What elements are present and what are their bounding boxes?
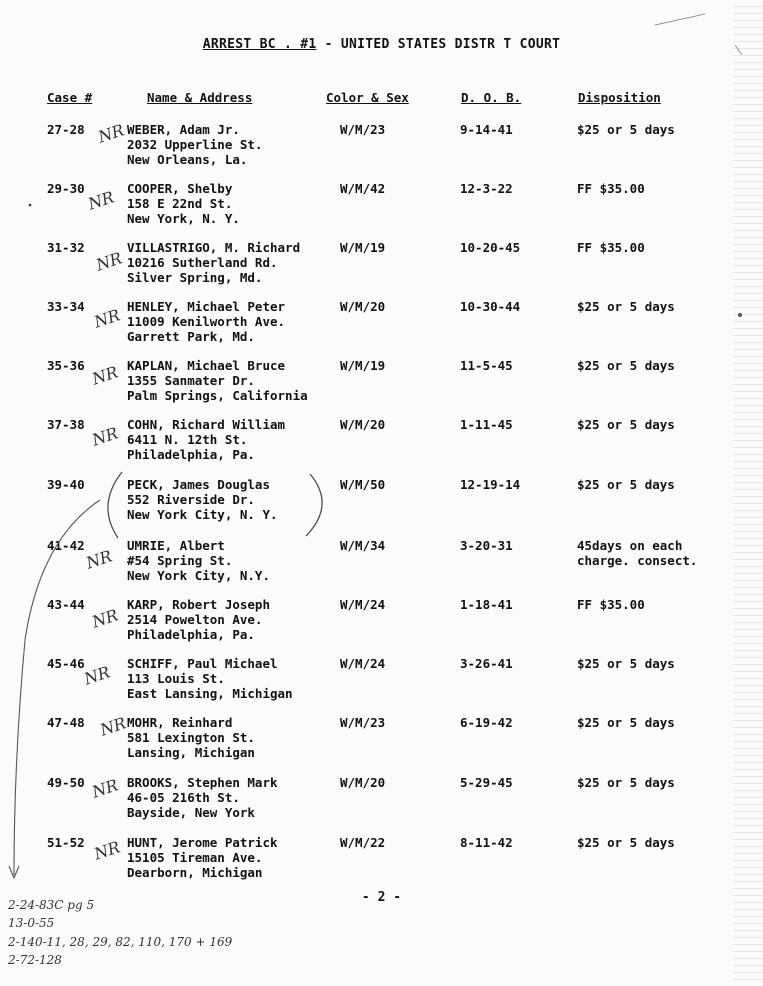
color-sex: W/M/23 bbox=[340, 122, 386, 137]
case-number: 47-48 bbox=[47, 715, 85, 730]
nr-annotation: NR bbox=[93, 248, 125, 275]
handwritten-note: 13-0-55 bbox=[8, 916, 55, 930]
person-name: VILLASTRIGO, M. Richard bbox=[127, 240, 301, 255]
person-name: WEBER, Adam Jr. bbox=[127, 122, 240, 137]
header-name: Name & Address bbox=[147, 90, 253, 105]
disposition-line-1: $25 or 5 days bbox=[577, 835, 675, 850]
disposition-line-1: $25 or 5 days bbox=[577, 715, 675, 730]
address-line-1: 552 Riverside Dr. bbox=[127, 492, 255, 507]
address-line-1: #54 Spring St. bbox=[127, 553, 233, 568]
date-of-birth: 3-20-31 bbox=[460, 538, 513, 553]
margin-arrow-line bbox=[14, 500, 100, 875]
title-right: - UNITED STATES DISTR T COURT bbox=[316, 37, 561, 52]
nr-annotation: NR bbox=[89, 775, 121, 802]
case-number: 37-38 bbox=[47, 417, 85, 432]
date-of-birth: 10-20-45 bbox=[460, 240, 521, 255]
nr-annotation: NR bbox=[81, 662, 113, 689]
person-name: UMRIE, Albert bbox=[127, 538, 225, 553]
disposition-line-1: FF $35.00 bbox=[577, 240, 645, 255]
nr-annotation: NR bbox=[85, 187, 117, 214]
case-number: 35-36 bbox=[47, 358, 85, 373]
address-line-1: 6411 N. 12th St. bbox=[127, 432, 248, 447]
color-sex: W/M/34 bbox=[340, 538, 386, 553]
address-line-1: 1355 Sanmater Dr. bbox=[127, 373, 255, 388]
address-line-1: 2514 Powelton Ave. bbox=[127, 612, 263, 627]
address-line-1: 2032 Upperline St. bbox=[127, 137, 263, 152]
color-sex: W/M/24 bbox=[340, 656, 386, 671]
case-number: 31-32 bbox=[47, 240, 85, 255]
case-number: 29-30 bbox=[47, 181, 85, 196]
person-name: KARP, Robert Joseph bbox=[127, 597, 270, 612]
address-line-1: 46-05 216th St. bbox=[127, 790, 240, 805]
case-number: 33-34 bbox=[47, 299, 85, 314]
nr-annotation: NR bbox=[95, 120, 127, 147]
address-line-1: 11009 Kenilworth Ave. bbox=[127, 314, 286, 329]
date-of-birth: 5-29-45 bbox=[460, 775, 513, 790]
date-of-birth: 1-11-45 bbox=[460, 417, 513, 432]
disposition-line-1: $25 or 5 days bbox=[577, 477, 675, 492]
person-name: BROOKS, Stephen Mark bbox=[127, 775, 278, 790]
color-sex: W/M/19 bbox=[340, 240, 386, 255]
date-of-birth: 10-30-44 bbox=[460, 299, 521, 314]
address-line-2: Lansing, Michigan bbox=[127, 745, 255, 760]
disposition-line-1: FF $35.00 bbox=[577, 181, 645, 196]
color-sex: W/M/23 bbox=[340, 715, 386, 730]
person-name: HUNT, Jerome Patrick bbox=[127, 835, 278, 850]
header-dob: D. O. B. bbox=[461, 90, 522, 105]
date-of-birth: 3-26-41 bbox=[460, 656, 513, 671]
nr-annotation: NR bbox=[89, 362, 121, 389]
disposition-line-1: $25 or 5 days bbox=[577, 656, 675, 671]
date-of-birth: 8-11-42 bbox=[460, 835, 513, 850]
handwritten-note: 2-140-11, 28, 29, 82, 110, 170 + 169 bbox=[8, 935, 233, 949]
disposition-line-1: $25 or 5 days bbox=[577, 122, 675, 137]
case-number: 43-44 bbox=[47, 597, 85, 612]
address-line-2: Garrett Park, Md. bbox=[127, 329, 255, 344]
color-sex: W/M/20 bbox=[340, 775, 386, 790]
nr-annotation: NR bbox=[83, 546, 115, 573]
nr-annotation: NR bbox=[89, 605, 121, 632]
address-line-2: New York City, N.Y. bbox=[127, 568, 270, 583]
nr-annotation: NR bbox=[91, 305, 123, 332]
address-line-2: New York City, N. Y. bbox=[127, 507, 278, 522]
header-case: Case # bbox=[47, 90, 93, 105]
color-sex: W/M/42 bbox=[340, 181, 386, 196]
address-line-2: New York, N. Y. bbox=[127, 211, 240, 226]
address-line-2: Bayside, New York bbox=[127, 805, 255, 820]
address-line-2: Philadelphia, Pa. bbox=[127, 447, 255, 462]
page-number: - 2 - bbox=[361, 890, 402, 905]
header-disposition: Disposition bbox=[578, 90, 661, 105]
scan-dot bbox=[29, 204, 32, 207]
address-line-2: Dearborn, Michigan bbox=[127, 865, 263, 880]
disposition-line-1: $25 or 5 days bbox=[577, 358, 675, 373]
color-sex: W/M/19 bbox=[340, 358, 386, 373]
date-of-birth: 6-19-42 bbox=[460, 715, 513, 730]
date-of-birth: 12-19-14 bbox=[460, 477, 521, 492]
header-color: Color & Sex bbox=[326, 90, 409, 105]
address-line-2: Silver Spring, Md. bbox=[127, 270, 263, 285]
nr-annotation: NR bbox=[97, 713, 129, 740]
person-name: KAPLAN, Michael Bruce bbox=[127, 358, 286, 373]
disposition-line-1: 45days on each bbox=[577, 538, 683, 553]
nr-annotation: NR bbox=[89, 423, 121, 450]
person-name: HENLEY, Michael Peter bbox=[127, 299, 286, 314]
color-sex: W/M/50 bbox=[340, 477, 386, 492]
address-line-1: 15105 Tireman Ave. bbox=[127, 850, 263, 865]
scan-mark bbox=[735, 45, 742, 55]
disposition-line-1: FF $35.00 bbox=[577, 597, 645, 612]
person-name: MOHR, Reinhard bbox=[127, 715, 233, 730]
handwritten-note: 2-24-83C pg 5 bbox=[8, 898, 95, 912]
color-sex: W/M/20 bbox=[340, 417, 386, 432]
address-line-1: 158 E 22nd St. bbox=[127, 196, 233, 211]
handwritten-note: 2-72-128 bbox=[8, 953, 62, 967]
disposition-line-1: $25 or 5 days bbox=[577, 299, 675, 314]
bracket-left bbox=[108, 472, 122, 538]
date-of-birth: 11-5-45 bbox=[460, 358, 513, 373]
title-left: ARREST BC . #1 bbox=[202, 37, 317, 52]
color-sex: W/M/22 bbox=[340, 835, 386, 850]
disposition-line-1: $25 or 5 days bbox=[577, 775, 675, 790]
bracket-right bbox=[306, 474, 322, 536]
address-line-1: 581 Lexington St. bbox=[127, 730, 255, 745]
disposition-line-2: charge. consect. bbox=[577, 553, 698, 568]
color-sex: W/M/20 bbox=[340, 299, 386, 314]
disposition-line-1: $25 or 5 days bbox=[577, 417, 675, 432]
case-number: 51-52 bbox=[47, 835, 85, 850]
case-number: 27-28 bbox=[47, 122, 85, 137]
person-name: PECK, James Douglas bbox=[127, 477, 270, 492]
address-line-1: 10216 Sutherland Rd. bbox=[127, 255, 278, 270]
date-of-birth: 12-3-22 bbox=[460, 181, 513, 196]
person-name: SCHIFF, Paul Michael bbox=[127, 656, 278, 671]
person-name: COHN, Richard William bbox=[127, 417, 286, 432]
color-sex: W/M/24 bbox=[340, 597, 386, 612]
nr-annotation: NR bbox=[91, 837, 123, 864]
scan-dot bbox=[738, 313, 742, 317]
address-line-2: East Lansing, Michigan bbox=[127, 686, 293, 701]
case-number: 49-50 bbox=[47, 775, 85, 790]
case-number: 45-46 bbox=[47, 656, 85, 671]
scan-mark bbox=[655, 14, 705, 25]
address-line-2: Palm Springs, California bbox=[127, 388, 308, 403]
case-number: 39-40 bbox=[47, 477, 85, 492]
date-of-birth: 9-14-41 bbox=[460, 122, 513, 137]
date-of-birth: 1-18-41 bbox=[460, 597, 513, 612]
address-line-2: New Orleans, La. bbox=[127, 152, 248, 167]
address-line-1: 113 Louis St. bbox=[127, 671, 225, 686]
case-number: 41-42 bbox=[47, 538, 85, 553]
person-name: COOPER, Shelby bbox=[127, 181, 233, 196]
address-line-2: Philadelphia, Pa. bbox=[127, 627, 255, 642]
